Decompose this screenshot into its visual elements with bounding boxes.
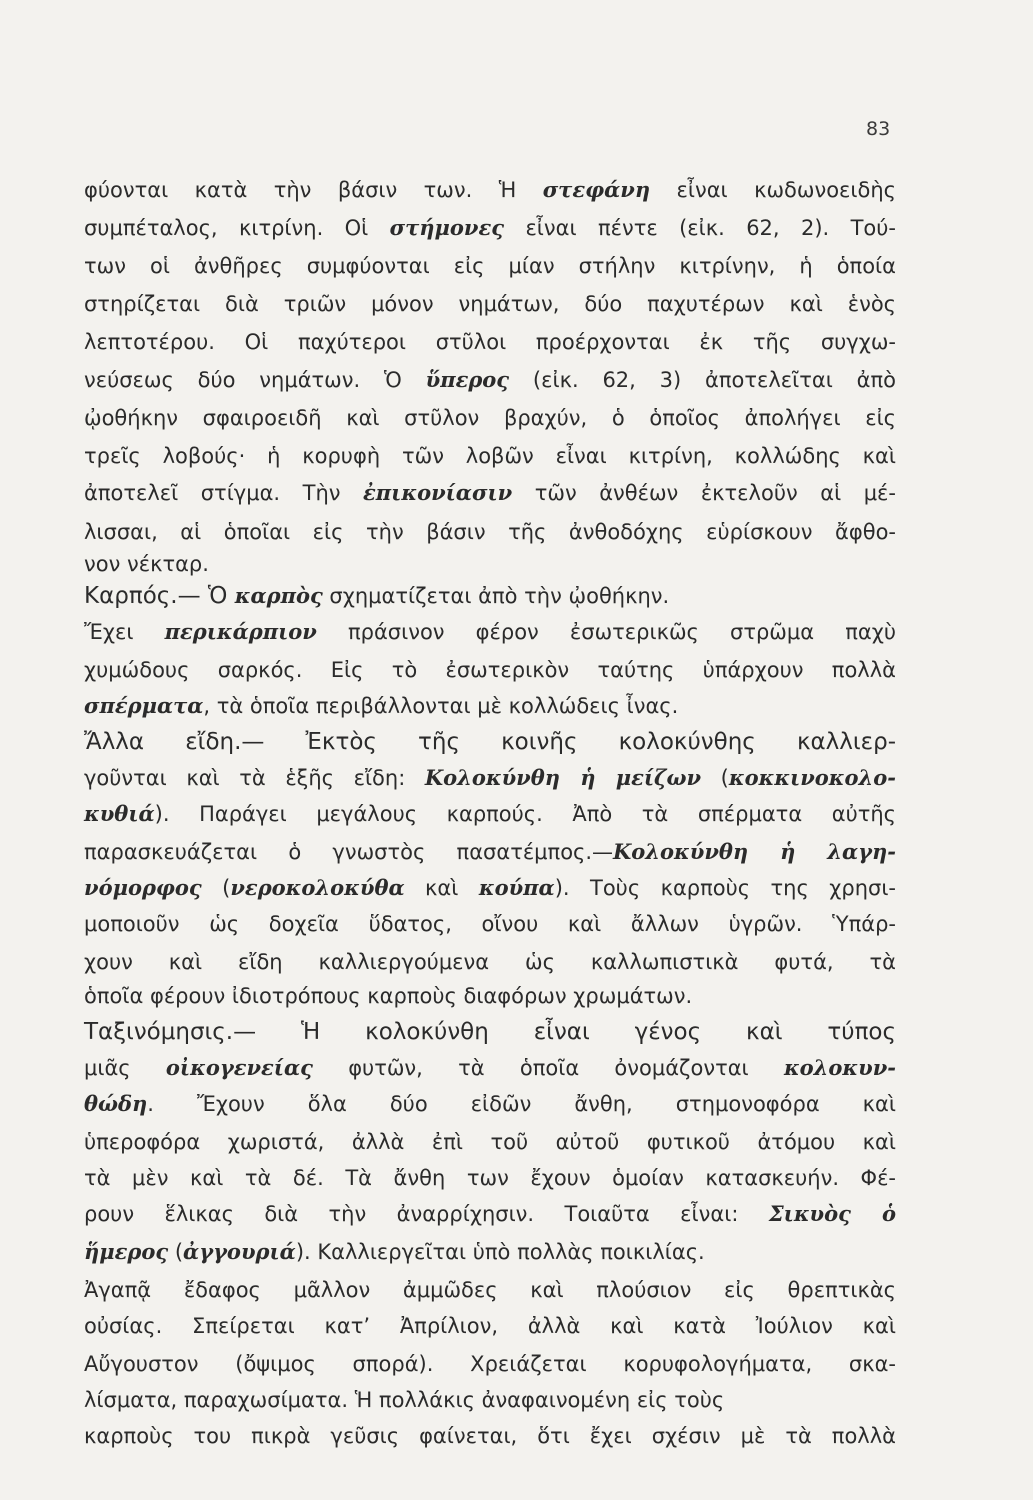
text-line (84, 581, 896, 611)
line-text: Ἀγαπᾷ ἔδαφος μᾶλλον ἀμμῶδες καὶ πλούσιον εἰς θρεπτικὰς (84, 1278, 896, 1302)
line-text: ( (701, 766, 729, 790)
italic-term: νόμορφος (84, 875, 202, 900)
text-line (84, 251, 896, 281)
text-line (84, 175, 896, 205)
line-text: . Ἔχουν ὅλα δύο εἰδῶν ἄνθη, στημονοφόρα καὶ (147, 1092, 896, 1116)
line-text: στηρίζεται διὰ τριῶν μόνον νημάτων, δύο παχυτέρων καὶ ἑνὸς (84, 292, 896, 316)
italic-term: ἀγγουριά (183, 1239, 296, 1264)
italic-term: κολοκυν- (783, 1055, 897, 1080)
text-line (84, 1311, 896, 1341)
line-text: φύονται κατὰ τὴν βάσιν των. Ἡ (84, 178, 543, 202)
line-text: ). Τοὺς καρποὺς της χρησι- (554, 876, 897, 900)
line-text: τῶν ἀνθέων ἐκτελοῦν αἱ μέ- (512, 481, 896, 505)
line-text: εἶναι κωδωνοειδὴς (650, 178, 896, 202)
italic-term: ἐπικονίασιν (363, 480, 513, 505)
line-text: συμπέταλος, κιτρίνη. Οἱ (84, 216, 390, 240)
italic-term: κυθιά (84, 801, 155, 826)
line-text: νον νέκταρ. (84, 552, 209, 576)
text-line (84, 617, 896, 647)
section-heading-text: Ἄλλα εἴδη.— Ἐκτὸς τῆς κοινῆς κολοκύνθης καλλιερ- (84, 729, 896, 755)
italic-term: κοκκινοκολο- (728, 765, 896, 790)
line-text: ρουν ἕλικας διὰ τὴν ἀναρρίχησιν. Τοιαῦτα εἶναι: (84, 1202, 769, 1226)
italic-term: κούπα (478, 875, 555, 900)
line-text: φυτῶν, τὰ ὁποῖα ὀνομάζονται (312, 1056, 784, 1080)
text-line (84, 441, 896, 471)
line-text: ὑπεροφόρα χωριστά, ἀλλὰ ἐπὶ τοῦ αὐτοῦ φυτικοῦ ἀτόμου καὶ (84, 1130, 896, 1154)
line-text: λεπτοτέρου. Οἱ παχύτεροι στῦλοι προέρχονται ἐκ τῆς συγχω- (84, 330, 896, 354)
text-line (84, 873, 896, 903)
text-line (84, 1349, 896, 1379)
text-line (84, 1163, 896, 1193)
italic-term: Κολοκύνθη ἡ λαγη- (613, 839, 896, 864)
text-line (84, 763, 896, 793)
line-text: των οἱ ἀνθῆρες συμφύονται εἰς μίαν στήλην κιτρίνην, ἡ ὁποία (84, 254, 896, 278)
line-text: γοῦνται καὶ τὰ ἑξῆς εἴδη: (84, 766, 425, 790)
section-heading-text: Ταξινόμησις.— Ἡ κολοκύνθη εἶναι γένος καὶ τύπος (84, 1019, 896, 1045)
italic-term: Σικυὸς ὁ (768, 1201, 896, 1226)
line-text: ). Καλλιεργεῖται ὑπὸ πολλὰς ποικιλίας. (295, 1240, 705, 1264)
italic-term: θώδη (84, 1091, 148, 1116)
italic-term: καρπὸς (234, 583, 323, 608)
text-line (84, 947, 896, 977)
line-text: μιᾶς (84, 1056, 166, 1080)
italic-term: περικάρπιον (164, 619, 317, 644)
text-line (84, 1017, 896, 1047)
line-text: πράσινον φέρον ἐσωτερικῶς στρῶμα παχὺ (316, 620, 896, 644)
line-text: τρεῖς λοβούς· ἡ κορυφὴ τῶν λοβῶν εἶναι κιτρίνη, κολλώδης καὶ (84, 444, 896, 468)
text-line (84, 1275, 896, 1305)
text-line (84, 1199, 896, 1229)
text-line (84, 655, 896, 685)
line-text: μοποιοῦν ὡς δοχεῖα ὕδατος, οἴνου καὶ ἄλλων ὑγρῶν. Ὑπάρ- (84, 912, 896, 936)
italic-term: στεφάνη (542, 177, 651, 202)
line-text: ὁποῖα φέρουν ἰδιοτρόπους καρποὺς διαφόρων χρωμάτων. (84, 984, 693, 1008)
line-text: καὶ (404, 876, 479, 900)
text-line (84, 1421, 896, 1451)
line-text: εἶναι πέντε (εἰκ. 62, 2). Τού- (504, 216, 897, 240)
text-line (84, 799, 896, 829)
line-text: (εἰκ. 62, 3) ἀποτελεῖται ἀπὸ (509, 368, 896, 392)
text-line (84, 403, 896, 433)
text-line (84, 1089, 896, 1119)
line-text: ). Παράγει μεγάλους καρπούς. Ἀπὸ τὰ σπέρματα αὐτῆς (154, 802, 896, 826)
text-line (84, 478, 896, 508)
text-line (84, 909, 896, 939)
italic-term: νεροκολοκύθα (230, 875, 405, 900)
text-line (84, 727, 896, 757)
line-text: ( (168, 1240, 184, 1264)
line-text: ἀποτελεῖ στίγμα. Τὴν (84, 481, 364, 505)
text-line (84, 1385, 896, 1415)
line-text: καρποὺς του πικρὰ γεῦσις φαίνεται, ὅτι ἔχει σχέσιν μὲ τὰ πολλὰ (84, 1424, 896, 1448)
text-line (84, 327, 896, 357)
text-line (84, 837, 896, 867)
italic-term: Κολοκύνθη ἡ μείζων (424, 765, 702, 790)
italic-term: σπέρματα (84, 693, 204, 718)
italic-term: στήμονες (389, 215, 505, 240)
line-text: ( (201, 876, 231, 900)
italic-term: ἥμερος (84, 1239, 169, 1264)
text-line (84, 365, 896, 395)
line-text: χουν καὶ εἴδη καλλιεργούμενα ὡς καλλωπιστικὰ φυτά, τὰ (84, 950, 896, 974)
line-text: νεύσεως δύο νημάτων. Ὁ (84, 368, 426, 392)
page-number: 83 (866, 118, 891, 140)
line-text: χυμώδους σαρκός. Εἰς τὸ ἐσωτερικὸν ταύτης ὑπάρχουν πολλὰ (84, 658, 896, 682)
line-text: Ἔχει (84, 620, 165, 644)
text-line (84, 517, 896, 547)
text-line (84, 981, 896, 1011)
line-text: τὰ μὲν καὶ τὰ δέ. Τὰ ἄνθη των ἔχουν ὁμοίαν κατασκευήν. Φέ- (84, 1166, 896, 1190)
text-line (84, 1053, 896, 1083)
section-heading-text: Καρπός.— Ὁ (84, 583, 235, 609)
line-text: , τὰ ὁποῖα περιβάλλονται μὲ κολλώδεις ἶνας. (203, 694, 679, 718)
line-text: Αὔγουστον (ὄψιμος σπορά). Χρειάζεται κορυφολογήματα, σκα- (84, 1352, 896, 1376)
line-text: παρασκευάζεται ὁ γνωστὸς πασατέμπος.— (84, 840, 614, 864)
text-line (84, 1237, 896, 1267)
line-text: οὐσίας. Σπείρεται κατ’ Ἀπρίλιον, ἀλλὰ καὶ κατὰ Ἰούλιον καὶ (84, 1314, 896, 1338)
text-line (84, 289, 896, 319)
line-text: λισσαι, αἱ ὁποῖαι εἰς τὴν βάσιν τῆς ἀνθοδόχης εὑρίσκουν ἄφθο- (84, 520, 896, 544)
line-text: λίσματα, παραχωσίματα. Ἡ πολλάκις ἀναφαινομένη εἰς τοὺς (84, 1388, 725, 1412)
italic-term: οἰκογενείας (165, 1055, 313, 1080)
text-line (84, 213, 896, 243)
italic-term: ὕπερος (425, 367, 510, 392)
text-line (84, 691, 896, 721)
text-line (84, 1127, 896, 1157)
line-text: σχηματίζεται ἀπὸ τὴν ᾠοθήκην. (322, 584, 670, 608)
line-text: ᾠοθήκην σφαιροειδῆ καὶ στῦλον βραχύν, ὁ ὁποῖος ἀπολήγει εἰς (84, 406, 896, 430)
text-line (84, 549, 896, 579)
